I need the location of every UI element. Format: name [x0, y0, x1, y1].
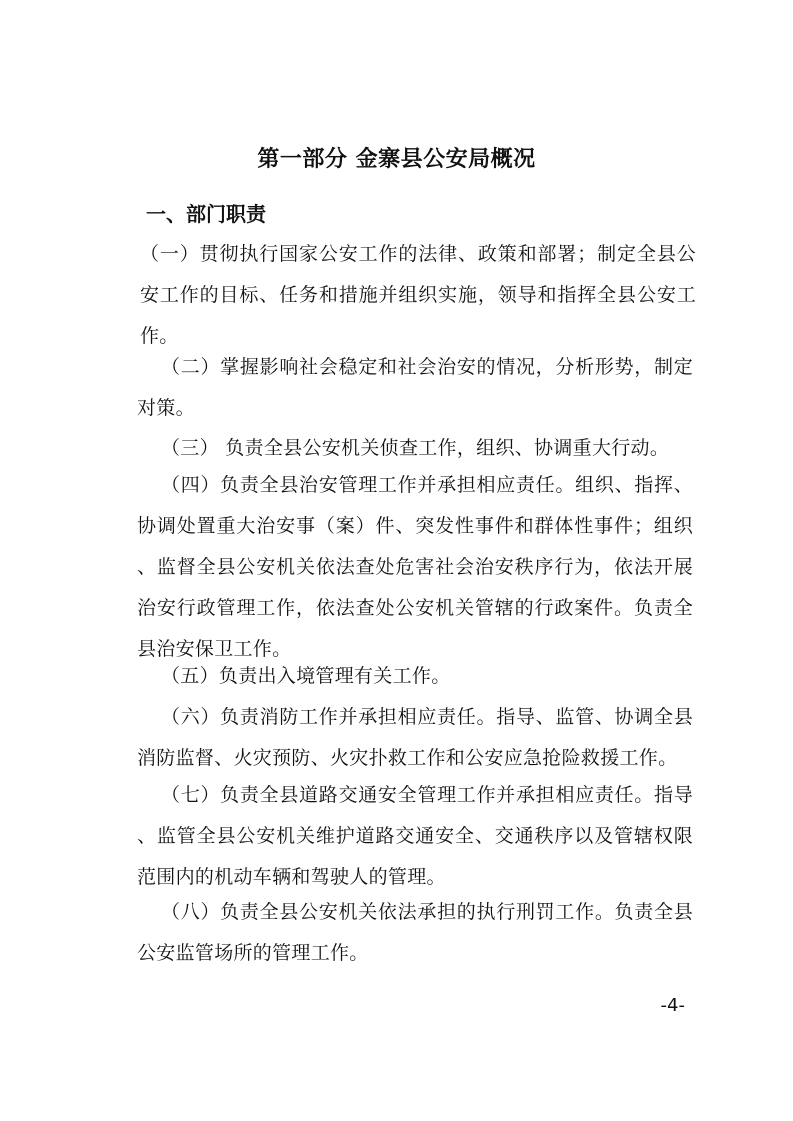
section-heading: 一、部门职责	[146, 202, 266, 226]
paragraph-duty-8: （八）负责全县公安机关依法承担的执行刑罚工作。负责全县公安监管场所的管理工作。	[137, 901, 693, 964]
paragraph-duty-5: （五）负责出入境管理有关工作。	[161, 665, 451, 687]
paragraph-duty-2: （二）掌握影响社会稳定和社会治安的情况，分析形势，制定对策。	[137, 356, 693, 419]
paragraph-duty-4: （四）负责全县治安管理工作并承担相应责任。组织、指挥、协调处置重大治安事（案）件、突发性事件和群体性事件；组织、监督全县公安机关依法查处危害社会治安秩序行为，依法开展治安行政管理工作，依法查处公安机关管辖的行政案件。负责全县治安保卫工作。	[137, 474, 693, 660]
page-number: -4-	[660, 995, 685, 1016]
paragraph-duty-7: （七）负责全县道路交通安全管理工作并承担相应责任。指导、监管全县公安机关维护道路交通安全、交通秩序以及管辖权限范围内的机动车辆和驾驶人的管理。	[137, 784, 693, 888]
paragraph-duty-1: （一）贯彻执行国家公安工作的法律、政策和部署；制定全县公安工作的目标、任务和措施并组织实施，领导和指挥全县公安工作。	[140, 243, 696, 347]
page-title: 第一部分 金寨县公安局概况	[257, 147, 536, 172]
paragraph-duty-3: （三） 负责全县公安机关侦查工作，组织、协调重大行动。	[161, 437, 670, 459]
paragraph-duty-6: （六）负责消防工作并承担相应责任。指导、监管、协调全县消防监督、火灾预防、火灾扑救工作和公安应急抢险救援工作。	[137, 706, 693, 769]
